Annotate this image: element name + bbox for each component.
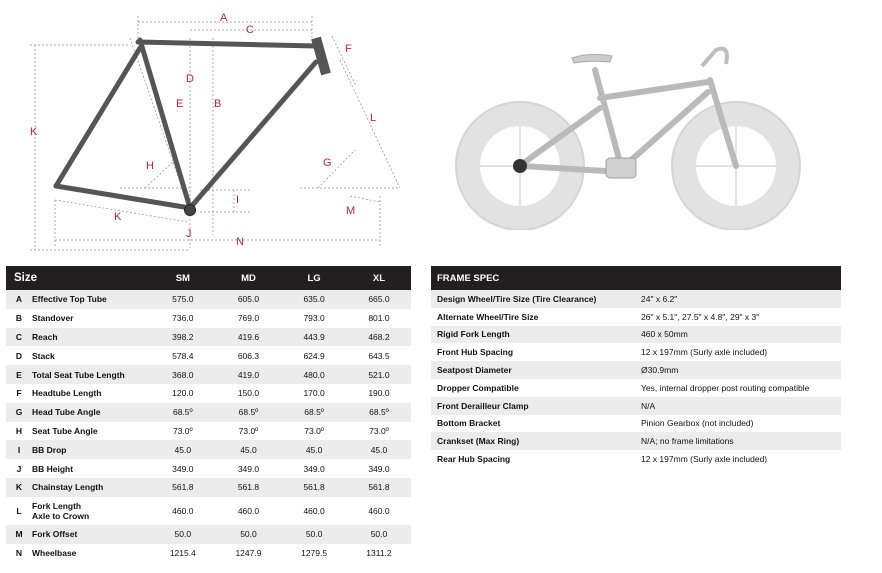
label-i: I	[236, 194, 240, 206]
label-k: K	[30, 126, 38, 138]
frame-spec-row	[431, 343, 841, 361]
bottom-bracket	[185, 205, 196, 216]
geometry-value: 368.0	[150, 365, 216, 384]
geometry-measurement-name	[32, 422, 150, 441]
frame-spec-value: 24" x 6.2"	[635, 290, 841, 308]
geometry-value: 468.2	[347, 328, 411, 347]
geometry-value: 190.0	[347, 384, 411, 403]
geometry-value: 1247.9	[216, 544, 282, 563]
geometry-measurement-name	[32, 346, 150, 365]
geometry-measurement-line: Headtube Length	[32, 388, 102, 399]
dim-line-f	[332, 36, 356, 86]
geometry-measurement-name	[32, 440, 150, 459]
frame-spec-row	[431, 290, 841, 308]
frame-spec-value: Ø30.9mm	[635, 361, 841, 379]
geometry-measurement-name	[32, 290, 150, 309]
geometry-value: 50.0	[216, 525, 282, 544]
geometry-value: 73.0º	[216, 422, 282, 441]
bike-seat-tube	[595, 70, 622, 170]
geometry-value: 736.0	[150, 309, 216, 328]
geometry-measurement-line: Chainstay Length	[32, 482, 104, 493]
geometry-value: 45.0	[347, 440, 411, 459]
label-m: M	[346, 205, 356, 217]
frame-spec-label: Seatpost Diameter	[431, 361, 635, 379]
geometry-value: 801.0	[347, 309, 411, 328]
geometry-value: 349.0	[150, 459, 216, 478]
geometry-value: 575.0	[150, 290, 216, 309]
geometry-value: 50.0	[347, 525, 411, 544]
frame-spec-value: 12 x 197mm (Surly axle included)	[635, 450, 841, 468]
frame-tubes	[56, 38, 326, 208]
geometry-value: 561.8	[150, 478, 216, 497]
geometry-value: 578.4	[150, 346, 216, 365]
geometry-value: 50.0	[150, 525, 216, 544]
frame-spec-label: Front Hub Spacing	[431, 343, 635, 361]
frame-spec-table	[431, 266, 841, 468]
geometry-value: 460.0	[281, 497, 347, 525]
geometry-measurement-line: Fork Offset	[32, 529, 78, 540]
geometry-value: 73.0º	[347, 422, 411, 441]
gearbox	[606, 158, 636, 178]
top-tube	[138, 42, 316, 46]
geometry-measurement-name	[32, 497, 150, 525]
geometry-measurement-line: BB Drop	[32, 444, 67, 455]
geometry-measurement-name	[32, 328, 150, 347]
geometry-measurement-name	[32, 459, 150, 478]
geometry-value: 561.8	[347, 478, 411, 497]
geometry-value: 460.0	[216, 497, 282, 525]
geometry-measurement-line: BB Height	[32, 463, 74, 474]
geometry-value: 443.9	[281, 328, 347, 347]
label-h: H	[146, 160, 154, 172]
geometry-row	[6, 384, 411, 403]
geometry-diagram	[0, 0, 430, 258]
head-tube	[316, 38, 326, 74]
label-c: C	[246, 24, 254, 36]
label-k-bottom: K	[114, 211, 122, 223]
dimension-labels	[30, 12, 376, 248]
frame-spec-value: Yes, internal dropper post routing compatible	[635, 379, 841, 397]
label-n: N	[236, 236, 244, 248]
geometry-value: 349.0	[347, 459, 411, 478]
geometry-row	[6, 309, 411, 328]
geometry-value: 521.0	[347, 365, 411, 384]
geometry-row	[6, 544, 411, 563]
geometry-row	[6, 365, 411, 384]
geometry-header-row	[6, 266, 411, 290]
geometry-value: 349.0	[216, 459, 282, 478]
geometry-measurement-line: Axle to Crown	[32, 510, 90, 521]
geometry-row	[6, 290, 411, 309]
geometry-value: 419.0	[216, 365, 282, 384]
frame-spec-value: N/A	[635, 397, 841, 415]
geometry-letter: K	[6, 478, 32, 497]
geometry-letter: I	[6, 440, 32, 459]
geometry-row	[6, 328, 411, 347]
geometry-value: 68.5º	[150, 403, 216, 422]
geometry-value: 68.5º	[216, 403, 282, 422]
geometry-letter: G	[6, 403, 32, 422]
geometry-measurement-name	[32, 365, 150, 384]
geometry-value: 1311.2	[347, 544, 411, 563]
geometry-measurement-line: Head Tube Angle	[32, 407, 101, 418]
seat-stay	[56, 48, 140, 186]
geometry-letter: D	[6, 346, 32, 365]
geometry-table	[6, 266, 411, 562]
geometry-measurement-line: Effective Top Tube	[32, 294, 107, 305]
geometry-measurement-name	[32, 544, 150, 563]
seat-tube	[140, 40, 190, 208]
geometry-letter: B	[6, 309, 32, 328]
frame-spec-label: Dropper Compatible	[431, 379, 635, 397]
geometry-value: 1279.5	[281, 544, 347, 563]
dim-line-m	[350, 196, 380, 202]
frame-spec-row	[431, 308, 841, 326]
geometry-row	[6, 422, 411, 441]
geometry-measurement-name	[32, 478, 150, 497]
geometry-value: 50.0	[281, 525, 347, 544]
label-e: E	[176, 98, 184, 110]
frame-spec-value: N/A; no frame limitations	[635, 432, 841, 450]
frame-spec-header-row	[431, 266, 841, 290]
geometry-value: 460.0	[150, 497, 216, 525]
geometry-value: 480.0	[281, 365, 347, 384]
geometry-value: 349.0	[281, 459, 347, 478]
frame-spec-value: 12 x 197mm (Surly axle included)	[635, 343, 841, 361]
geometry-measurement-line: Seat Tube Angle	[32, 425, 98, 436]
size-header: Size	[6, 266, 150, 290]
frame-spec-row	[431, 450, 841, 468]
geometry-row	[6, 440, 411, 459]
geometry-value: 120.0	[150, 384, 216, 403]
geometry-value: 45.0	[150, 440, 216, 459]
geometry-letter: C	[6, 328, 32, 347]
frame-spec-label: Rigid Fork Length	[431, 326, 635, 344]
geometry-measurement-line: Standover	[32, 313, 74, 324]
geometry-row	[6, 497, 411, 525]
frame-spec-value: 26" x 5.1", 27.5" x 4.8", 29" x 3"	[635, 308, 841, 326]
frame-spec-label: Alternate Wheel/Tire Size	[431, 308, 635, 326]
frame-spec-row	[431, 326, 841, 344]
geometry-value: 45.0	[216, 440, 282, 459]
geometry-measurement-line: Reach	[32, 331, 58, 342]
geometry-measurement-name	[32, 525, 150, 544]
geometry-value: 624.9	[281, 346, 347, 365]
frame-spec-row	[431, 415, 841, 433]
bike-top-tube	[600, 82, 708, 98]
frame-spec-row	[431, 361, 841, 379]
geometry-row	[6, 525, 411, 544]
frame-spec-value: 460 x 50mm	[635, 326, 841, 344]
geometry-measurement-line: Total Seat Tube Length	[32, 369, 125, 380]
geometry-value: 605.0	[216, 290, 282, 309]
frame-spec-title: FRAME SPEC	[431, 266, 841, 290]
frame-spec-label: Crankset (Max Ring)	[431, 432, 635, 450]
size-lg-header: LG	[281, 266, 347, 290]
geometry-letter: E	[6, 365, 32, 384]
geometry-value: 561.8	[281, 478, 347, 497]
label-l: L	[370, 112, 377, 124]
geometry-row	[6, 459, 411, 478]
geometry-letter: N	[6, 544, 32, 563]
label-j: J	[186, 228, 192, 240]
frame-spec-value: Pinion Gearbox (not included)	[635, 415, 841, 433]
geometry-letter: L	[6, 497, 32, 525]
label-g: G	[323, 157, 332, 169]
geometry-measurement-name	[32, 384, 150, 403]
geometry-row	[6, 403, 411, 422]
chain-stay	[56, 186, 190, 208]
frame-spec-row	[431, 432, 841, 450]
label-f: F	[345, 43, 352, 55]
bike-illustration	[440, 30, 850, 230]
geometry-value: 68.5º	[347, 403, 411, 422]
frame-spec-label: Rear Hub Spacing	[431, 450, 635, 468]
handlebar	[702, 49, 727, 66]
frame-spec-row	[431, 397, 841, 415]
geometry-value: 150.0	[216, 384, 282, 403]
geometry-row	[6, 346, 411, 365]
label-d: D	[186, 73, 194, 85]
geometry-value: 561.8	[216, 478, 282, 497]
dim-line-l	[340, 60, 400, 188]
geometry-measurement-name	[32, 403, 150, 422]
geometry-measurement-line: Stack	[32, 350, 55, 361]
geometry-value: 665.0	[347, 290, 411, 309]
frame-spec-label: Bottom Bracket	[431, 415, 635, 433]
geometry-value: 635.0	[281, 290, 347, 309]
size-sm-header: SM	[150, 266, 216, 290]
size-xl-header: XL	[347, 266, 411, 290]
geometry-value: 606.3	[216, 346, 282, 365]
geometry-value: 398.2	[150, 328, 216, 347]
geometry-measurement-line: Fork Length	[32, 500, 82, 511]
geometry-value: 68.5º	[281, 403, 347, 422]
geometry-value: 73.0º	[150, 422, 216, 441]
geometry-letter: F	[6, 384, 32, 403]
geometry-value: 1215.4	[150, 544, 216, 563]
dim-line-g	[318, 150, 355, 188]
rear-sprocket	[513, 159, 527, 173]
saddle	[572, 54, 612, 63]
geometry-letter: J	[6, 459, 32, 478]
size-md-header: MD	[216, 266, 282, 290]
geometry-letter: M	[6, 525, 32, 544]
geometry-value: 45.0	[281, 440, 347, 459]
geometry-value: 73.0º	[281, 422, 347, 441]
geometry-letter: A	[6, 290, 32, 309]
geometry-value: 643.5	[347, 346, 411, 365]
geometry-value: 419.6	[216, 328, 282, 347]
down-tube	[190, 62, 316, 208]
geometry-letter: H	[6, 422, 32, 441]
frame-spec-label: Design Wheel/Tire Size (Tire Clearance)	[431, 290, 635, 308]
geometry-value: 793.0	[281, 309, 347, 328]
geometry-value: 769.0	[216, 309, 282, 328]
frame-spec-row	[431, 379, 841, 397]
label-b: B	[214, 98, 222, 110]
geometry-measurement-line: Wheelbase	[32, 547, 77, 558]
geometry-row	[6, 478, 411, 497]
geometry-value: 170.0	[281, 384, 347, 403]
geometry-measurement-name	[32, 309, 150, 328]
geometry-value: 460.0	[347, 497, 411, 525]
frame-spec-label: Front Derailleur Clamp	[431, 397, 635, 415]
label-a: A	[220, 12, 228, 24]
